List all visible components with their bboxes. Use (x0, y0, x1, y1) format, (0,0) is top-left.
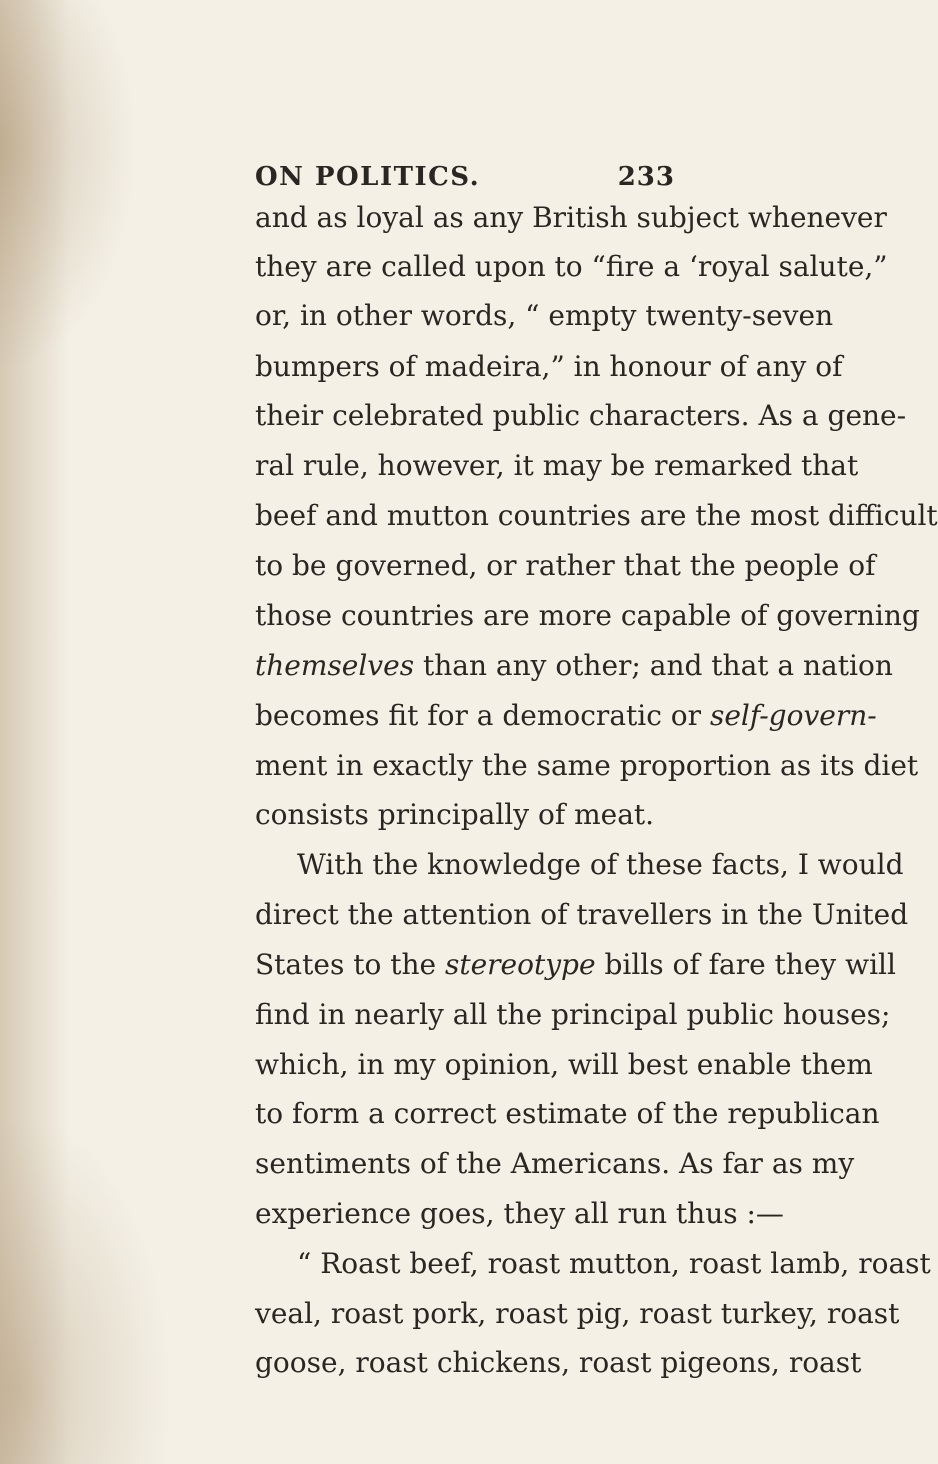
text-line: direct the attention of travellers in the United (255, 898, 909, 931)
text-line: to form a correct estimate of the republican (255, 1097, 880, 1130)
text-line: veal, roast pork, roast pig, roast turkey, roast (255, 1297, 900, 1330)
text-line: becomes fit for a democratic or self-govern- (255, 699, 877, 732)
paragraph-first-line: “ Roast beef, roast mutton, roast lamb, roast (297, 1247, 931, 1280)
text-line: sentiments of the Americans. As far as my (255, 1147, 855, 1180)
text-line: and as loyal as any British subject whenever (255, 201, 887, 234)
text-line: ment in exactly the same proportion as its diet (255, 749, 919, 782)
text-line: which, in my opinion, will best enable them (255, 1048, 873, 1081)
paragraph-first-line: With the knowledge of these facts, I would (297, 848, 904, 881)
text-line: experience goes, they all run thus :— (255, 1197, 784, 1230)
text-line: their celebrated public characters. As a gene- (255, 399, 907, 432)
text-line: or, in other words, “ empty twenty-seven (255, 299, 834, 332)
text-line: find in nearly all the principal public houses; (255, 998, 891, 1031)
text-line: States to the stereotype bills of fare they will (255, 948, 896, 981)
running-head: ON POLITICS. (255, 162, 481, 192)
italic-word: self-govern- (709, 699, 877, 732)
text-line: ral rule, however, it may be remarked that (255, 449, 859, 482)
text-line: they are called upon to “fire a ‘royal salute,” (255, 250, 888, 283)
italic-word: themselves (255, 649, 415, 682)
text-line: to be governed, or rather that the people of (255, 549, 876, 582)
page-number: 233 (617, 162, 675, 192)
text-line: consists principally of meat. (255, 798, 655, 831)
text-line: themselves than any other; and that a nation (255, 649, 893, 682)
text-line: goose, roast chickens, roast pigeons, roast (255, 1346, 862, 1379)
page-header (255, 162, 675, 202)
italic-word: stereotype (444, 948, 596, 981)
text-line: bumpers of madeira,” in honour of any of (255, 350, 843, 383)
text-line: those countries are more capable of governing (255, 599, 920, 632)
text-line: beef and mutton countries are the most difficult (255, 499, 938, 532)
